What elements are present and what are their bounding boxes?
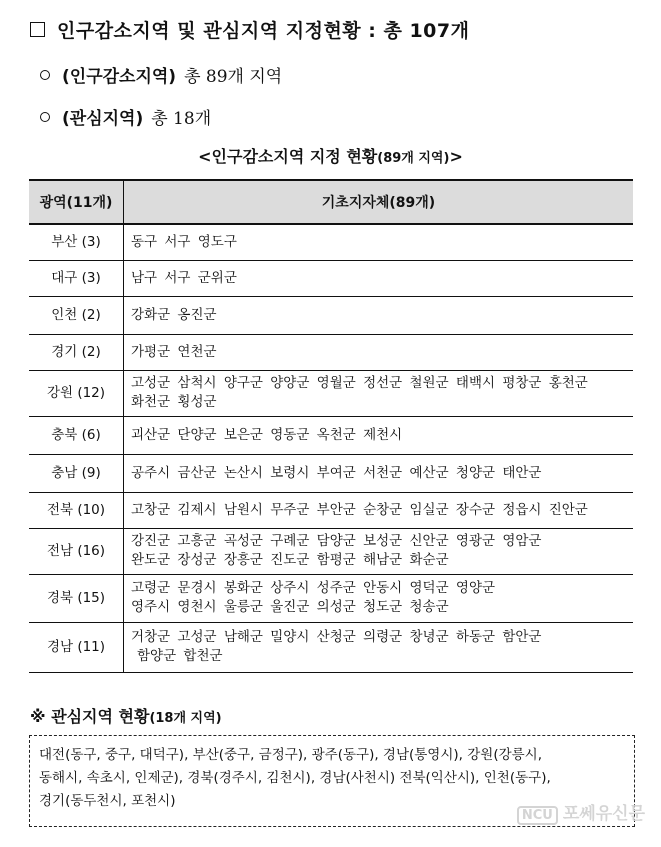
interest-line: 동해시, 속초시, 인제군), 경북(경주시, 김천시), 경남(사천시) 전북(익산시), 인천(동구),	[39, 770, 551, 786]
basic-gov-line: 강진군 고흥군 곡성군 구례군 담양군 보성군 신안군 영광군 영암군	[131, 533, 542, 549]
basic-gov-line: 고성군 삼척시 양구군 양양군 영월군 정선군 철원군 태백시 평창군 홍천군	[131, 375, 588, 391]
basic-gov-line: 동구 서구 영도구	[131, 233, 237, 250]
table-title-sub: (89개 지역)	[377, 151, 450, 166]
basic-gov-cell	[124, 296, 634, 334]
region-cell: 전북 (10)	[29, 492, 124, 528]
basic-gov-line: 고창군 김제시 남원시 무주군 부안군 순창군 임실군 장수군 정읍시 진안군	[131, 501, 588, 518]
table-row	[29, 454, 633, 492]
table-row	[29, 224, 633, 260]
basic-gov-cell	[124, 334, 634, 370]
table-title	[0, 144, 661, 167]
table-row	[29, 492, 633, 528]
region-cell: 전남 (16)	[29, 528, 124, 574]
watermark-logo: NCU	[517, 806, 558, 825]
basic-gov-line: 남구 서구 군위군	[131, 269, 237, 286]
region-cell: 경남 (11)	[29, 622, 124, 672]
basic-gov-line: 고령군 문경시 봉화군 상주시 성주군 안동시 영덕군 영양군	[131, 580, 496, 596]
page-heading	[30, 16, 469, 43]
basic-gov-line: 괴산군 단양군 보은군 영동군 옥천군 제천시	[131, 426, 403, 443]
basic-gov-line: 거창군 고성군 남해군 밀양시 산청군 의령군 창녕군 하동군 함안군	[131, 629, 542, 645]
basic-gov-line: 완도군 장성군 장흥군 진도군 함평군 해남군 화순군	[131, 552, 449, 568]
bullet-value: 총 18개	[151, 109, 212, 129]
checkbox-square-icon	[30, 22, 45, 37]
basic-gov-line: 화천군 횡성군	[131, 394, 217, 410]
interest-title-sub: (18개 지역)	[149, 711, 222, 726]
basic-gov-line: 공주시 금산군 논산시 보령시 부여군 서천군 예산군 청양군 태안군	[131, 464, 542, 481]
table-title-text: <인구감소지역 지정 현황	[198, 147, 378, 166]
basic-gov-cell	[124, 260, 634, 296]
basic-gov-cell	[124, 528, 634, 574]
table-row	[29, 370, 633, 416]
table-title-end: >	[449, 147, 463, 166]
header-region: 광역(11개)	[29, 180, 124, 224]
bullet-value: 총 89개 지역	[184, 67, 283, 87]
region-cell: 대구 (3)	[29, 260, 124, 296]
header-basic-gov: 기초지자체(89개)	[124, 180, 634, 224]
basic-gov-line: 가평군 연천군	[131, 343, 217, 360]
watermark-text: 포쎄유신문	[562, 804, 645, 824]
basic-gov-line: 함양군 합천군	[137, 648, 223, 664]
basic-gov-cell	[124, 622, 634, 672]
basic-gov-cell	[124, 370, 634, 416]
table-row	[29, 574, 633, 622]
table-row	[29, 622, 633, 672]
basic-gov-line: 강화군 옹진군	[131, 306, 217, 323]
table-row	[29, 416, 633, 454]
basic-gov-cell	[124, 492, 634, 528]
bullet-population-decline	[40, 62, 282, 87]
table-row	[29, 260, 633, 296]
region-cell: 인천 (2)	[29, 296, 124, 334]
region-cell: 강원 (12)	[29, 370, 124, 416]
region-cell: 충남 (9)	[29, 454, 124, 492]
region-cell: 경기 (2)	[29, 334, 124, 370]
region-cell: 경북 (15)	[29, 574, 124, 622]
region-cell: 충북 (6)	[29, 416, 124, 454]
bullet-circle-icon	[40, 70, 50, 80]
interest-title	[30, 704, 222, 727]
bullet-interest-area	[40, 104, 211, 129]
basic-gov-line: 영주시 영천시 울릉군 울진군 의성군 청도군 청송군	[131, 599, 449, 615]
region-cell: 부산 (3)	[29, 224, 124, 260]
interest-line: 경기(동두천시, 포천시)	[39, 793, 176, 809]
bullet-circle-icon	[40, 112, 50, 122]
table-row	[29, 296, 633, 334]
watermark	[517, 799, 645, 825]
table-row	[29, 334, 633, 370]
designation-table	[29, 179, 633, 673]
bullet-label: (인구감소지역)	[62, 67, 177, 87]
basic-gov-cell	[124, 574, 634, 622]
table-row	[29, 528, 633, 574]
heading-text: 인구감소지역 및 관심지역 지정현황 : 총 107개	[57, 20, 470, 42]
interest-title-text: ※ 관심지역 현황	[30, 707, 150, 726]
interest-line: 대전(동구, 중구, 대덕구), 부산(중구, 금정구), 광주(동구), 경남(통영시), 강원(강릉시,	[39, 747, 542, 763]
bullet-label: (관심지역)	[62, 109, 144, 129]
basic-gov-cell	[124, 454, 634, 492]
basic-gov-cell	[124, 416, 634, 454]
table-header-row	[29, 180, 633, 224]
basic-gov-cell	[124, 224, 634, 260]
